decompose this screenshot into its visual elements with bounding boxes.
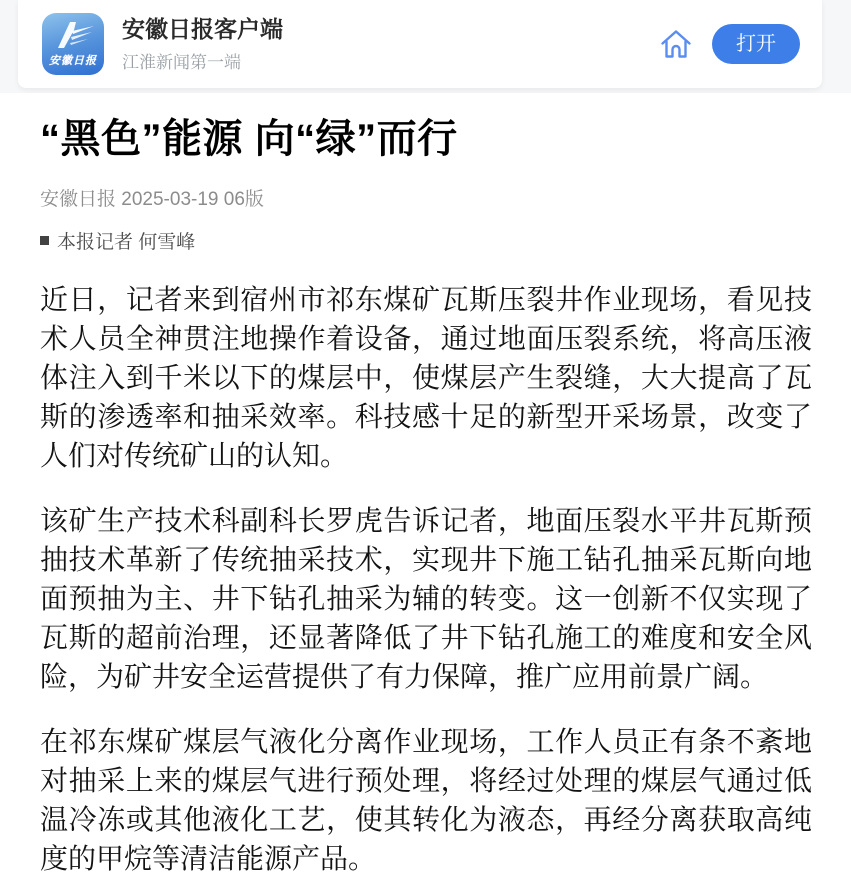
article-byline [40, 227, 812, 254]
article-paragraph: 该矿生产技术科副科长罗虎告诉记者，地面压裂水平井瓦斯预抽技术革新了传统抽采技术，实现井下施工钻孔抽采瓦斯向地面预抽为主、井下钻孔抽采为辅的转变。这一创新不仅实现了瓦斯的超前治理，还显著降低了井下钻孔施工的难度和安全风险，为矿井安全运营提供了有力保障，推广应用前景广阔。 [40, 505, 812, 692]
article-paragraph: 近日，记者来到宿州市祁东煤矿瓦斯压裂井作业现场，看见技术人员全神贯注地操作着设备，通过地面压裂系统，将高压液体注入到千米以下的煤层中，使煤层产生裂缝，大大提高了瓦斯的渗透率和抽采效率。科技感十足的新型开采场景，改变了人们对传统矿山的认知。 [40, 284, 812, 471]
byline-text: 本报记者 何雪峰 [57, 232, 196, 253]
home-button[interactable] [656, 24, 696, 64]
article [0, 115, 851, 878]
app-banner-text [122, 15, 656, 74]
article-source-date: 安徽日报 2025-03-19 06版 [40, 189, 264, 210]
home-icon [658, 26, 694, 62]
app-banner [18, 0, 822, 88]
app-logo-icon [42, 13, 104, 75]
article-body [40, 280, 812, 878]
app-logo-wing-glyph [50, 18, 96, 54]
open-app-button[interactable]: 打开 [712, 24, 800, 64]
article-paragraph: 在祁东煤矿煤层气液化分离作业现场，工作人员正有条不紊地对抽采上来的煤层气进行预处理，将经过处理的煤层气通过低温冷冻或其他液化工艺，使其转化为液态，再经分离获取高纯度的甲烷等清洁能源产品。 [40, 726, 812, 874]
app-logo-text: 安徽日报 [49, 55, 97, 67]
app-banner-strip [0, 0, 851, 93]
app-subtitle: 江淮新闻第一端 [122, 53, 241, 73]
article-title: “黑色”能源 向“绿”而行 [40, 117, 458, 161]
app-name: 安徽日报客户端 [122, 15, 283, 42]
byline-square-bullet-icon [40, 236, 49, 245]
